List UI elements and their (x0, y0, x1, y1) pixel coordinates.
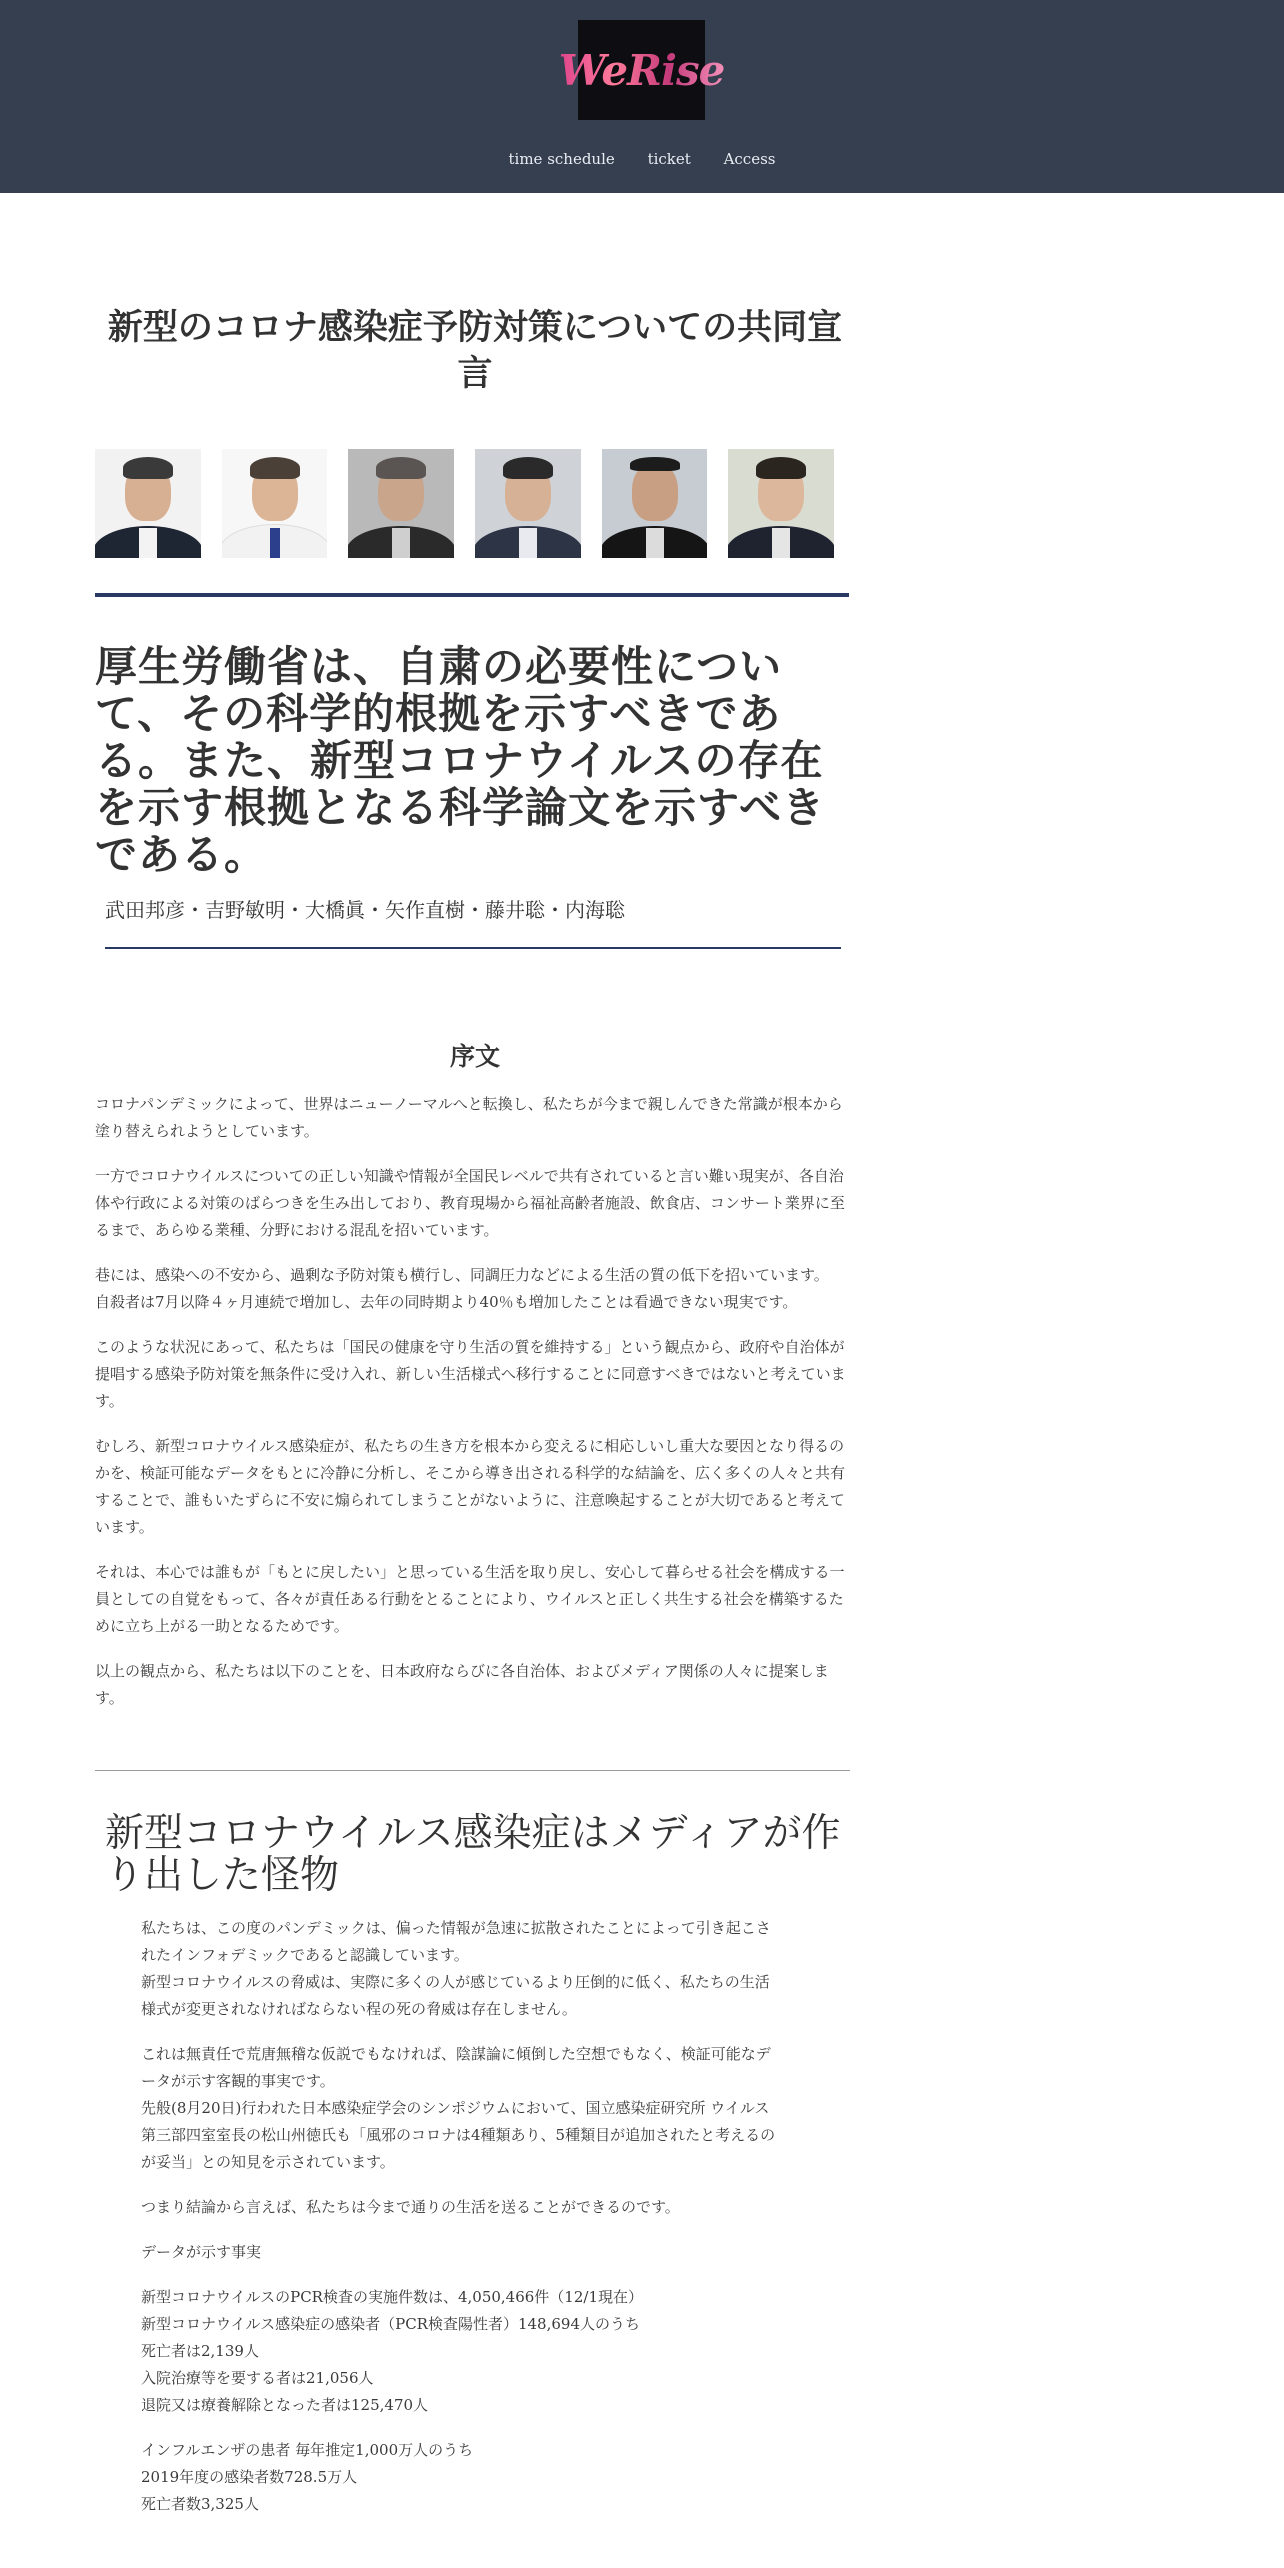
section-body (141, 1915, 781, 2518)
authors-list: 武田邦彦・吉野敏明・大橋眞・矢作直樹・藤井聡・内海聡 (105, 898, 625, 922)
divider (95, 593, 849, 597)
nav-time-schedule[interactable]: time schedule (508, 150, 615, 168)
head-shape (632, 463, 678, 521)
preface-paragraph: それは、本心では誰もが「もとに戻したい」と思っている生活を取り戻し、安心して暮らせる社会を構成する一員としての自覚をもって、各々が責任ある行動をとることにより、ウイルスと正しく共生する社会を構築するために立ち上がる一助となるためです。 (95, 1563, 845, 1635)
signatory-photo (602, 449, 708, 558)
shirt-shape (772, 528, 790, 558)
shirt-shape (519, 528, 537, 558)
preface-heading: 序文 (449, 1042, 500, 1071)
preface-paragraph: 巷には、感染への不安から、過剰な予防対策も横行し、同調圧力などによる生活の質の低下を招いています。 自殺者は7月以降４ヶ月連続で増加し、去年の同時期より40％も増加したことは看過できない現実です。 (95, 1266, 829, 1311)
body-paragraph: データが示す事実 (141, 2243, 262, 2261)
hair-shape (503, 457, 553, 479)
declaration-headline: 厚生労働省は、自粛の必要性について、その科学的根拠を示すべきである。また、新型コロナウイルスの存在を示す根拠となる科学論文を示すべきである。 (95, 642, 826, 879)
divider (95, 1770, 850, 1771)
nav-ticket[interactable]: ticket (647, 150, 691, 168)
data-facts: インフルエンザの患者 毎年推定1,000万人のうち 2019年度の感染者数728.5万人 死亡者数3,325人 (141, 2441, 474, 2513)
preface-paragraph: コロナパンデミックによって、世界はニューノーマルへと転換し、私たちが今まで親しんできた常識が根本から塗り替えられようとしています。 (95, 1095, 843, 1140)
body-paragraph: つまり結論から言えば、私たちは今まで通りの生活を送ることができるのです。 (141, 2198, 680, 2216)
preface-paragraph: むしろ、新型コロナウイルス感染症が、私たちの生き方を根本から変えるに相応しいし重大な要因となり得るのかを、検証可能なデータをもとに冷静に分析し、そこから導き出される科学的な結論を、広く多くの人々と共有することで、誰もいたずらに不安に煽られてしまうことがないように、注意喚起することが大切であると考えています。 (95, 1437, 846, 1536)
logo-text: WeRise (558, 45, 725, 95)
shirt-shape (646, 528, 664, 558)
preface-body (95, 1091, 855, 1712)
hair-shape (756, 457, 806, 479)
divider (105, 947, 841, 949)
shirt-shape (270, 528, 280, 558)
shirt-shape (392, 528, 410, 558)
signatory-photo (348, 449, 454, 558)
hair-shape (630, 457, 680, 471)
preface-paragraph: このような状況にあって、私たちは「国民の健康を守り生活の質を維持する」という観点から、政府や自治体が提唱する感染予防対策を無条件に受け入れ、新しい生活様式へ移行することに同意すべきではないと考えています。 (95, 1338, 846, 1410)
section-title: 新型コロナウイルス感染症はメディアが作り出した怪物 (105, 1811, 841, 1898)
signatory-photo (728, 449, 834, 558)
preface-paragraph: 一方でコロナウイルスについての正しい知識や情報が全国民レベルで共有されていると言い難い現実が、各自治体や行政による対策のばらつきを生み出しており、教育現場から福祉高齢者施設、飲食店、コンサート業界に至るまで、あらゆる業種、分野における混乱を招いています。 (95, 1167, 845, 1239)
data-facts: 新型コロナウイルスのPCR検査の実施件数は、4,050,466件（12/1現在） 新型コロナウイルス感染症の感染者（PCR検査陽性者）148,694人のうち 死亡者は2,139人 入院治療等を要する者は21,056人 退院又は療養解除となった者は125,470人 (141, 2288, 643, 2414)
body-paragraph: 私たちは、この度のパンデミックは、偏った情報が急速に拡散されたことによって引き起こされたインフォデミックであると認識しています。 新型コロナウイルスの脅威は、実際に多くの人が感じているより圧倒的に低く、私たちの生活様式が変更されなければならない程の死の脅威は存在しません。 (141, 1919, 771, 2018)
werise-logo[interactable] (558, 20, 725, 120)
hair-shape (376, 457, 426, 479)
shirt-shape (139, 528, 157, 558)
declaration-title: 新型のコロナ感染症予防対策についての共同宣言 (107, 308, 843, 394)
body-paragraph: これは無責任で荒唐無稽な仮説でもなければ、陰謀論に傾倒した空想でもなく、検証可能なデータが示す客観的事実です。 先般(8月20日)行われた日本感染症学会のシンポジウムにおいて、国立感染症研究所 ウイルス第三部四室室長の松山州徳氏も「風邪のコロナは4種類あり、5種類目が追加されたと考えるのが妥当」との知見を示されています。 (141, 2045, 776, 2171)
signatory-photo (95, 449, 201, 558)
signatory-photos (95, 449, 855, 558)
hair-shape (123, 457, 173, 479)
hair-shape (250, 457, 300, 479)
signatory-photo (222, 449, 328, 558)
nav-access[interactable]: Access (723, 150, 776, 168)
main-content (95, 193, 855, 2518)
main-nav (0, 150, 1284, 168)
site-header (0, 0, 1284, 193)
preface-paragraph: 以上の観点から、私たちは以下のことを、日本政府ならびに各自治体、およびメディア関係の人々に提案します。 (95, 1662, 829, 1707)
signatory-photo (475, 449, 581, 558)
